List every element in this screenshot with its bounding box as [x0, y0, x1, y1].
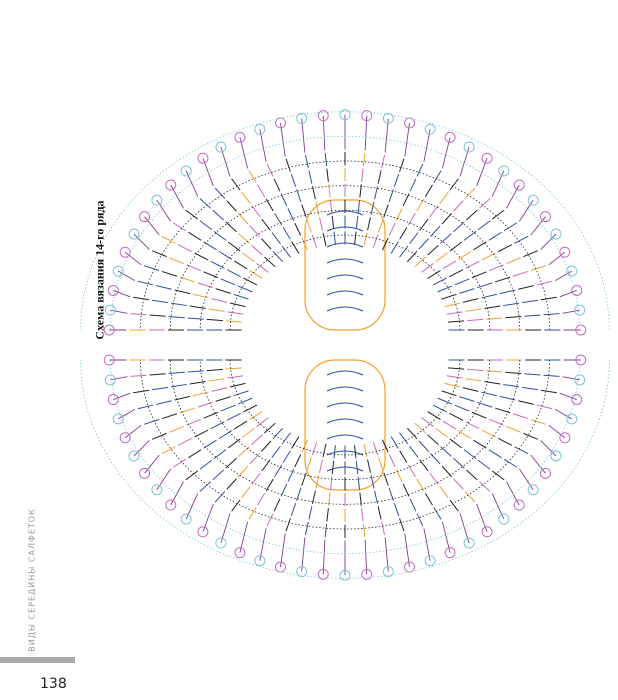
chart-caption: Схема вязания 14-го ряда	[92, 200, 107, 340]
running-header: ВИДЫ СЕРЕДИНЫ САЛФЕТОК	[27, 508, 37, 652]
chart-half-bottom	[81, 355, 610, 580]
page-number: 138	[40, 676, 67, 692]
chart-half-top	[81, 110, 610, 335]
footer-bar	[0, 657, 75, 663]
